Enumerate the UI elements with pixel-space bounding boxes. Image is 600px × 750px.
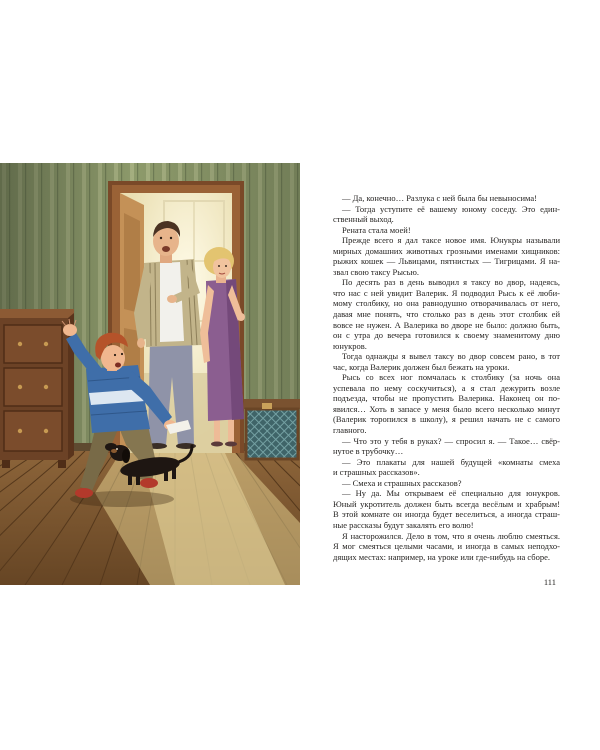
text-line: он с утра до вечера готовился к своему знаменитому дню [333, 330, 560, 341]
illustration [0, 163, 300, 585]
paragraph [333, 436, 560, 457]
paragraph [333, 478, 560, 489]
text-line: дящих местах: например, на уроке или где-нибудь на сборе. [333, 551, 551, 562]
paragraph [333, 488, 560, 530]
text-line: мому столбику, но она равнодушно отворачивалась от него, [333, 298, 560, 309]
text-line: успевала по нему соскучиться), а я стал дежурить возле [333, 382, 560, 393]
text-line: — Тогда уступите её вашему юному соседу. Это един- [342, 203, 560, 214]
text-line: главного. [333, 425, 367, 436]
text-line: юнукров. [333, 340, 367, 351]
text-line: и страшных рассказов». [333, 467, 420, 478]
paragraph [333, 204, 560, 225]
text-line: явился… Хоть в запасе у меня было всего несколько минут [333, 403, 560, 414]
text-line: давая мне понять, что столько раз в день этот столбик ей [333, 309, 560, 320]
text-line: вовсе не нужен. А Валерика во дворе не было: должно быть, [333, 319, 560, 330]
text-line: Я мог смеяться целыми часами, и иногда в самых неподхо- [333, 541, 560, 552]
text-line: мирных домашних животных грозными именами хищников: [333, 245, 560, 256]
text-line: Рената стала моей! [342, 224, 411, 235]
text-line: что нас с ней увидит Валерик. Я подводил Рысь к её люби- [333, 287, 560, 298]
page-number: 111 [543, 577, 556, 587]
text-line: Тогда однажды я вывел таксу во двор совсем рано, в тот [342, 351, 560, 362]
text-line: — Что это у тебя в руках? — спросил я. — Такое… свёр- [342, 435, 560, 446]
text-line: — Да, конечно… Разлука с ней была бы невыносима! [342, 193, 537, 203]
text-line: Рысь со всех ног помчалась к столбику (за ночь она [342, 372, 560, 383]
paragraph [333, 277, 560, 351]
text-line: Я насторожился. Дело в том, что я очень люблю смеяться. [342, 530, 560, 541]
text-line: нутое в трубочку… [333, 446, 404, 457]
text-line: звал свою таксу Рысью. [333, 266, 420, 277]
dresser [0, 309, 74, 468]
text-column [333, 193, 560, 562]
text-line: В этой комнате он иногда будет веселиться, а иногда страш- [333, 509, 560, 520]
paragraph [333, 235, 560, 277]
paragraph [333, 372, 560, 435]
paragraph [333, 225, 560, 236]
text-line: рыжих кошек — Львицами, пятнистых — Тигрицами. Я на- [333, 256, 560, 267]
paragraph [333, 531, 560, 563]
paragraph [333, 351, 560, 372]
text-line: Прежде всего я дал таксе новое имя. Юнукры называли [342, 235, 560, 246]
text-line: подъезда, чтобы не пропустить Валерика. Наконец он по- [333, 393, 560, 404]
text-line: ные рассказы будут закалять его волю! [333, 519, 474, 530]
paragraph [333, 457, 560, 478]
text-line: (Валерик торопился в школу), я решил начать не с самого [333, 414, 560, 425]
text-line: — Смеха и страшных рассказов? [342, 477, 462, 488]
text-line: — Это плакаты для нашей будущей «комнаты смеха [342, 456, 560, 467]
boy-head [101, 345, 125, 371]
text-line: — Ну да. Мы открываем её специально для юнукров. [342, 488, 560, 499]
storage-chest [244, 399, 300, 459]
text-line: По десять раз в день выводил я таксу во двор, надеясь, [342, 277, 560, 288]
text-line: Юный укротитель должен быть всегда весёлым и храбрым! [333, 498, 560, 509]
text-line: час, когда Валерик должен был бежать на уроки. [333, 361, 510, 372]
paragraph [333, 193, 560, 204]
text-line: ственный выход. [333, 214, 394, 225]
